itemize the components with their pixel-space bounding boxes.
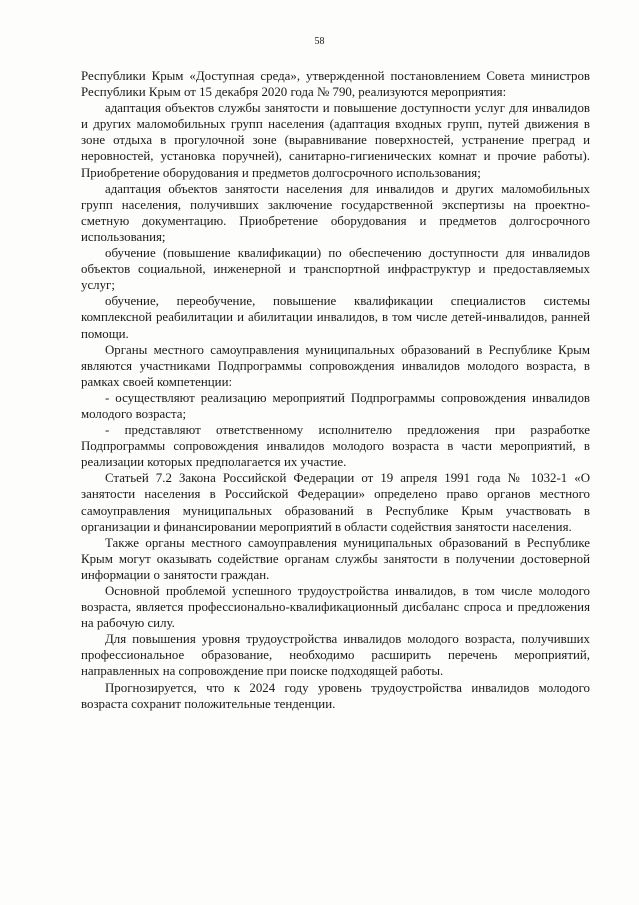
paragraph-law-article: Статьей 7.2 Закона Российской Федерации от 19 апреля 1991 года № 1032-1 «О занятости населения в Российской Федерации» определено право органов местного самоуправления муниципальных образований в Республике Крым участвовать в организации и финансировании мероприятий в области содействия занятости населения.: [81, 471, 590, 534]
paragraph-competence-2: - представляют ответственному исполнителю предложения при разработке Подпрограммы сопровождения инвалидов молодого возраста в части мероприятий, в реализации которых предполагается их участие.: [81, 423, 590, 470]
paragraph-measure-3: обучение (повышение квалификации) по обеспечению доступности для инвалидов объектов социальной, инженерной и транспортной инфраструктур и предоставляемых услуг;: [81, 246, 590, 293]
paragraph-forecast: Прогнозируется, что к 2024 году уровень трудоустройства инвалидов молодого возраста сохранит положительные тенденции.: [81, 680, 590, 711]
paragraph-local-authorities: Органы местного самоуправления муниципальных образований в Республике Крым являются участниками Подпрограммы сопровождения инвалидов молодого возраста, в рамках своей компетенции:: [81, 342, 590, 389]
document-body: [81, 68, 590, 712]
paragraph-intro: Республики Крым «Доступная среда», утвержденной постановлением Совета министров Республики Крым от 15 декабря 2020 года № 790, реализуются мероприятия:: [81, 69, 590, 100]
paragraph-employment-measures: Для повышения уровня трудоустройства инвалидов молодого возраста, получивших профессиональное образование, необходимо расширить перечень мероприятий, направленных на сопровождение при поиске подходящей работы.: [81, 632, 590, 679]
paragraph-measure-2: адаптация объектов занятости населения для инвалидов и других маломобильных групп населения, получивших заключение государственной экспертизы на проектно-сметную документацию. Приобретение оборудования и предметов долгосрочного использования;: [81, 181, 590, 244]
page-number: 58: [314, 36, 325, 47]
paragraph-measure-4: обучение, переобучение, повышение квалификации специалистов системы комплексной реабилитации и абилитации инвалидов, в том числе детей-инвалидов, ранней помощи.: [81, 294, 590, 341]
paragraph-information-support: Также органы местного самоуправления муниципальных образований в Республике Крым могут оказывать содействие органам службы занятости в получении достоверной информации о занятости граждан.: [81, 535, 590, 582]
paragraph-measure-1: адаптация объектов службы занятости и повышение доступности услуг для инвалидов и других маломобильных групп населения (адаптация входных групп, путей движения в зоне отдыха в прогулочной зоне (выравнивание поверхностей, устранение преград и неровностей, установка поручней), санитарно-гигиенических комнат и прочие работы). Приобретение оборудования и предметов долгосрочного использования;: [81, 101, 590, 180]
paragraph-main-problem: Основной проблемой успешного трудоустройства инвалидов, в том числе молодого возраста, является профессионально-квалификационный дисбаланс спроса и предложения на рабочую силу.: [81, 584, 590, 631]
paragraph-competence-1: - осуществляют реализацию мероприятий Подпрограммы сопровождения инвалидов молодого возраста;: [81, 390, 590, 421]
